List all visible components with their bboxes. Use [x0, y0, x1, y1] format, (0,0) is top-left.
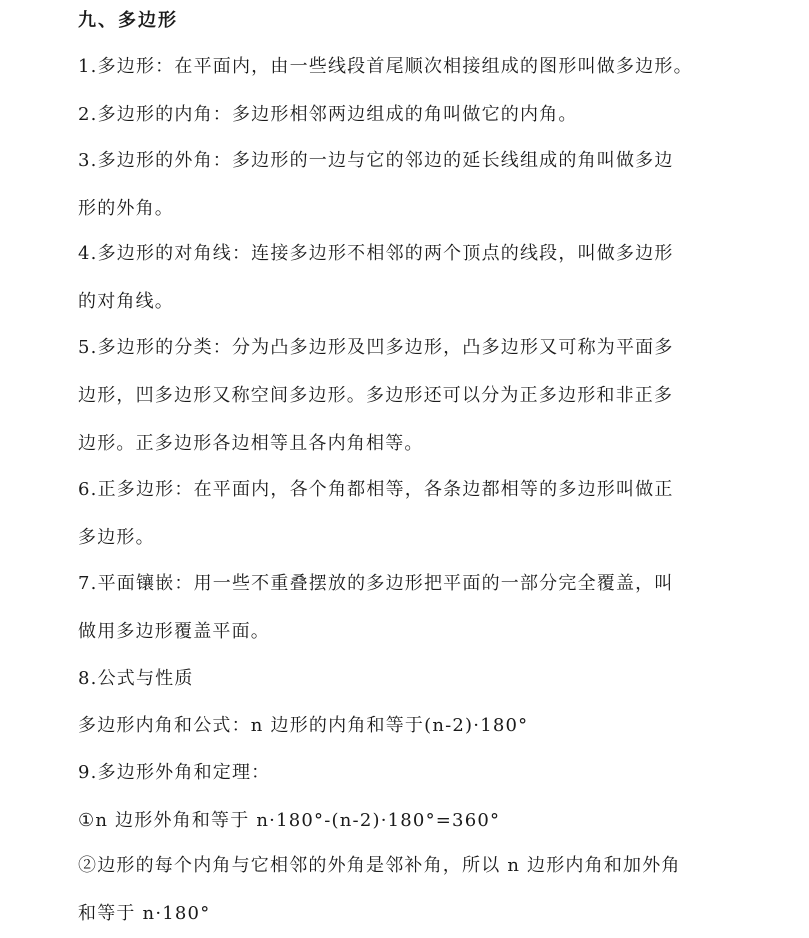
formula-interior-angle-sum [78, 702, 718, 750]
paragraph-line: 2.多边形的内角：多边形相邻两边组成的角叫做它的内角。 [78, 104, 578, 125]
paragraph-2 [78, 91, 718, 139]
paragraph-1 [78, 43, 718, 91]
paragraph-line: 4.多边形的对角线：连接多边形不相邻的两个顶点的线段，叫做多边形 [78, 243, 674, 264]
paragraph-line: 5.多边形的分类：分为凸多边形及凹多边形，凸多边形又可称为平面多 [78, 337, 674, 358]
theorem-item-2 [78, 842, 718, 938]
paragraph-line: 7.平面镶嵌：用一些不重叠摆放的多边形把平面的一部分完全覆盖，叫 [78, 573, 674, 594]
paragraph-7 [78, 560, 718, 656]
paragraph-line: 1.多边形：在平面内，由一些线段首尾顺次相接组成的图形叫做多边形。 [78, 56, 693, 77]
paragraph-line: 和等于 n·180° [78, 903, 211, 924]
paragraph-line: 多边形内角和公式：n 边形的内角和等于(n-2)·180° [78, 715, 529, 736]
paragraph-3 [78, 137, 718, 233]
paragraph-line: 9.多边形外角和定理： [78, 762, 271, 783]
paragraph-line: ②边形的每个内角与它相邻的外角是邻补角，所以 n 边形内角和加外角 [78, 855, 681, 876]
paragraph-line: 多边形。 [78, 527, 155, 548]
paragraph-8 [78, 655, 718, 703]
paragraph-6 [78, 466, 718, 562]
paragraph-line: ①n 边形外角和等于 n·180°-(n-2)·180°=360° [78, 810, 501, 831]
paragraph-line: 做用多边形覆盖平面。 [78, 621, 270, 642]
paragraph-line: 8.公式与性质 [78, 668, 194, 689]
section-heading: 九、多边形 [78, 10, 178, 31]
paragraph-line: 3.多边形的外角：多边形的一边与它的邻边的延长线组成的角叫做多边 [78, 150, 674, 171]
paragraph-line: 边形，凹多边形又称空间多边形。多边形还可以分为正多边形和非正多 [78, 385, 674, 406]
paragraph-9 [78, 749, 718, 797]
paragraph-line: 的对角线。 [78, 291, 174, 312]
paragraph-5 [78, 324, 718, 468]
theorem-item-1 [78, 797, 718, 845]
paragraph-line: 形的外角。 [78, 198, 174, 219]
paragraph-line: 6.正多边形：在平面内，各个角都相等，各条边都相等的多边形叫做正 [78, 479, 674, 500]
paragraph-line: 边形。正多边形各边相等且各内角相等。 [78, 433, 424, 454]
paragraph-4 [78, 230, 718, 326]
